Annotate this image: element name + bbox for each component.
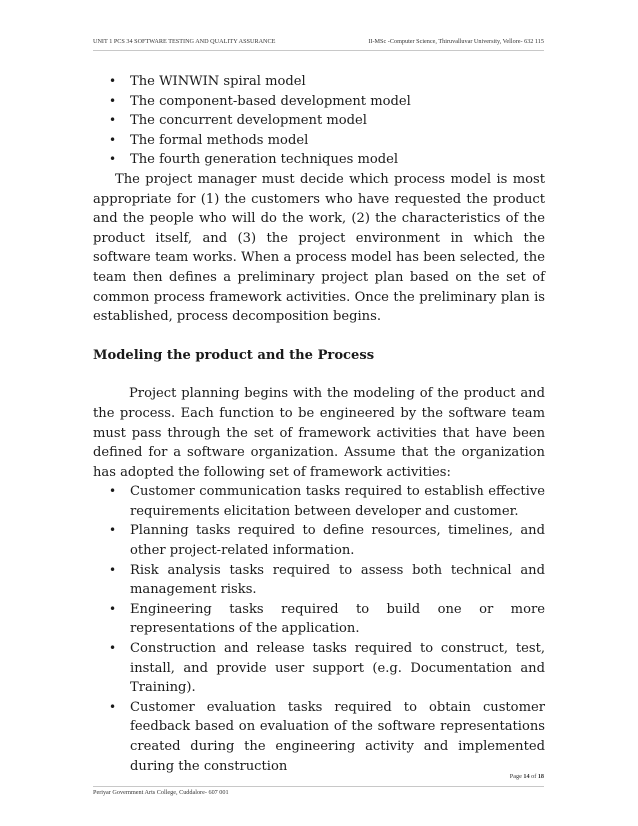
list-item: • Customer evaluation tasks required to obtain customer feedback based on evaluation of the software representations created during the engineering activity and implemented during the construction [93, 698, 545, 776]
list-item: • The formal methods model [93, 131, 545, 151]
list-item: • Construction and release tasks required to construct, test, install, and provide user support (e.g. Documentation and Training). [93, 639, 545, 698]
page-footer: Periyar Government Arts College, Cuddalore- 607 001 [93, 789, 229, 796]
page-current: 14 [523, 773, 530, 780]
page-number [510, 773, 544, 780]
page-header [93, 38, 544, 51]
paragraph-process-manager: The project manager must decide which process model is most appropriate for (1) the customers who have requested the product and the people who will do the work, (2) the characteristics of the product itself, and (3) the project environment in which the software team works. When a process model has been selected, the team then defines a preliminary project plan based on the set of common process framework activities. Once the preliminary plan is established, process decomposition begins. [93, 171, 545, 325]
footer-divider [93, 786, 544, 787]
page-total: 18 [537, 773, 544, 780]
list-item: • The WINWIN spiral model [93, 72, 545, 92]
list-item: • Risk analysis tasks required to assess both technical and management risks. [93, 561, 545, 600]
list-item: • The concurrent development model [93, 111, 545, 131]
header-institution: II-MSc -Computer Science, Thiruvalluvar University, Vellore- 632 115 [368, 38, 544, 45]
paragraph-project-planning: Project planning begins with the modeling of the product and the process. Each function to be engineered by the software team must pass through the set of framework activities that have been defined for a software organization. Assume that the organization has adopted the following set of framework activities: [93, 386, 545, 480]
framework-activities-list [93, 482, 545, 776]
process-model-list [93, 72, 545, 170]
section-heading: Modeling the product and the Process [93, 347, 375, 363]
list-item: • The fourth generation techniques model [93, 150, 545, 170]
page-body [93, 72, 545, 776]
list-item: • The component-based development model [93, 92, 545, 112]
list-item: • Customer communication tasks required to establish effective requirements elicitation between developer and customer. [93, 482, 545, 521]
page-of: of [531, 773, 537, 780]
list-item: • Planning tasks required to define resources, timelines, and other project-related information. [93, 521, 545, 560]
page-prefix: Page [509, 773, 522, 780]
header-course-title: UNIT 1 PCS 34 SOFTWARE TESTING AND QUALITY ASSURANCE [93, 38, 276, 45]
list-item: • Engineering tasks required to build one or more representations of the application. [93, 600, 545, 639]
